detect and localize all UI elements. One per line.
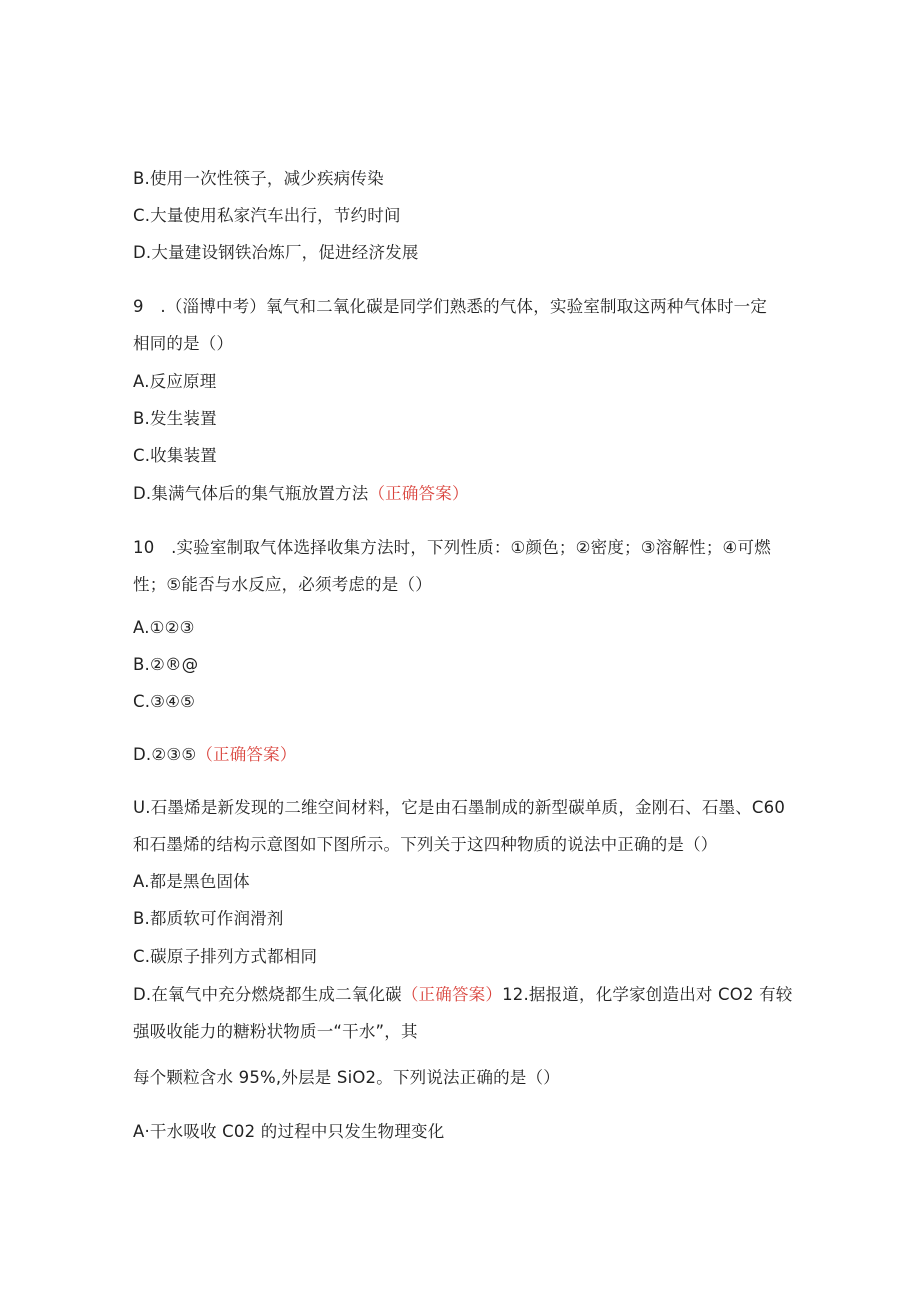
q9-stem-line-1: 9 .（淄博中考）氧气和二氧化碳是同学们熟悉的气体，实验室制取这两种气体时一定 bbox=[133, 297, 768, 316]
q12-stem-line-3: 每个颗粒含水 95%,外层是 SiO2。下列说法正确的是（） bbox=[133, 1068, 560, 1087]
q8-option-b: B.使用一次性筷子，减少疾病传染 bbox=[133, 169, 384, 188]
q9-option-d bbox=[133, 483, 469, 505]
q10-option-d bbox=[133, 744, 297, 766]
q9-option-d-text: D.集满气体后的集气瓶放置方法 bbox=[133, 484, 369, 503]
q10-option-a: A.①②③ bbox=[133, 618, 195, 637]
q11-option-c: C.碳原子排列方式都相同 bbox=[133, 947, 318, 966]
q11-stem-line-2: 和石墨烯的结构示意图如下图所示。下列关于这四种物质的说法中正确的是（） bbox=[133, 835, 718, 854]
q8-option-d: D.大量建设钢铁冶炼厂，促进经济发展 bbox=[133, 243, 419, 262]
q9-option-a: A.反应原理 bbox=[133, 372, 217, 391]
q10-correct-answer-mark: （正确答案） bbox=[196, 745, 297, 764]
q9-correct-answer-mark: （正确答案） bbox=[368, 484, 469, 503]
q11-option-d bbox=[133, 984, 793, 1006]
q12-stem-line-2: 强吸收能力的糖粉状物质一“干水”，其 bbox=[133, 1022, 418, 1041]
q10-stem-line-1: 10 .实验室制取气体选择收集方法时，下列性质：①颜色；②密度；③溶解性；④可燃 bbox=[133, 538, 771, 557]
q10-option-b: B.②®@ bbox=[133, 655, 199, 674]
q12-option-a: A·干水吸收 C02 的过程中只发生物理变化 bbox=[133, 1122, 445, 1141]
q10-option-d-text: D.②③⑤ bbox=[133, 745, 197, 764]
q10-stem-line-2: 性；⑤能否与水反应，必须考虑的是（） bbox=[133, 575, 432, 594]
q9-stem-line-2: 相同的是（） bbox=[133, 334, 234, 353]
q11-option-b: B.都质软可作润滑剂 bbox=[133, 909, 284, 928]
q12-stem-inline: 12.据报道，化学家创造出对 CO2 有较 bbox=[502, 985, 793, 1004]
q11-option-a: A.都是黑色固体 bbox=[133, 872, 250, 891]
q11-option-d-text: D.在氧气中充分燃烧都生成二氧化碳 bbox=[133, 985, 402, 1004]
q9-option-c: C.收集装置 bbox=[133, 446, 217, 465]
q9-option-b: B.发生装置 bbox=[133, 409, 217, 428]
q11-correct-answer-mark: （正确答案） bbox=[401, 985, 503, 1004]
q10-option-c: C.③④⑤ bbox=[133, 692, 196, 711]
q8-option-c: C.大量使用私家汽车出行，节约时间 bbox=[133, 206, 401, 225]
q11-stem-line-1: U.石墨烯是新发现的二维空间材料，它是由石墨制成的新型碳单质，金刚石、石墨、C60 bbox=[133, 798, 786, 817]
